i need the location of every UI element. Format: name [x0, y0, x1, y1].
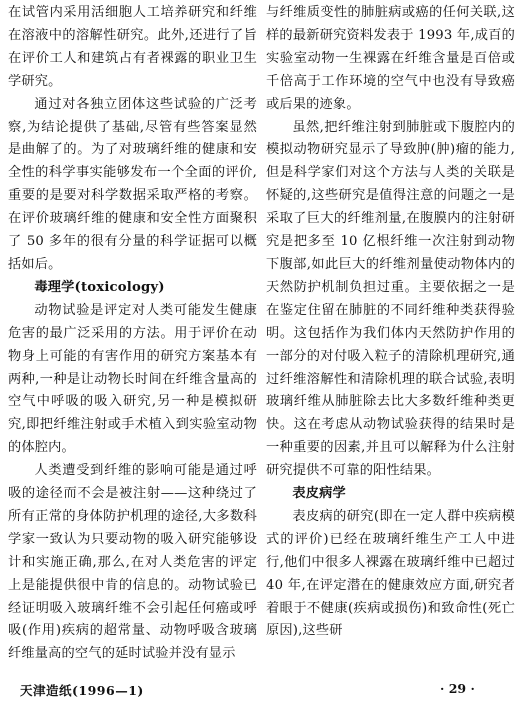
right-column — [266, 2, 515, 643]
page-number: · 29 · — [440, 681, 475, 696]
right-paragraph-1: 与纤维质变性的肺脏病或癌的任何关联,这样的最新研究资料发表于 1993 年,成百的实验室动物一生裸露在纤维含量是百倍或千倍高于工作环境的空气中也没有导致癌或后果的迹象。 — [266, 5, 515, 112]
journal-footer: 天津造纸(1996—1) — [20, 683, 144, 698]
left-paragraph-1: 在试管内采用活细胞人工培养研究和纤维在溶液中的溶解性研究。此外,还进行了旨在评价工人和建筑占有者裸露的职业卫生学研究。 — [8, 5, 257, 89]
left-paragraph-2: 通过对各独立团体这些试验的广泛考察,为结论提供了基础,尽管有些答案显然是曲解了的。为了对玻璃纤维的健康和安全性的科学事实能够发布一个全面的评价,重要的是要对科学数据采取严格的考察。在评价玻璃纤维的健康和安全性方面聚积了 50 多年的很有分量的科学证据可以概括如后。 — [8, 96, 257, 272]
left-column — [8, 2, 257, 666]
section-heading-toxicology: 毒理学(toxicology) — [34, 279, 165, 295]
left-paragraph-4: 人类遭受到纤维的影响可能是通过呼吸的途径而不会是被注射——这种绕过了所有正常的身体防护机理的途径,大多数科学家一致认为只要动物的吸入研究能够设计和实施正确,那么,在对人类危害的评定上是能提供很中肯的信息的。动物试验已经证明吸入玻璃纤维不会引起任何癌或呼吸(作用)疾病的超常量、动物呼吸含玻璃纤维量高的空气的延时试验并没有显示 — [8, 463, 257, 662]
right-paragraph-3: 表皮病的研究(即在一定人群中疾病模式的评价)已经在玻璃纤维生产工人中进行,他们中很多人裸露在玻璃纤维中已超过 40 年,在评定潜在的健康效应方面,研究者着眼于不健康(疾病或损伤)和致命性(死亡原因),这些研 — [266, 508, 515, 639]
section-heading-epidemiology: 表皮病学 — [292, 486, 346, 502]
left-paragraph-3: 动物试验是评定对人类可能发生健康危害的最广泛采用的方法。用于评价在动物身上可能的有害作用的研究方案基本有两种,一种是让动物长时间在纤维含量高的空气中呼吸的吸入研究,另一种是模拟研究,即把纤维注射或手术植入到实验室动物的体腔内。 — [8, 302, 257, 456]
right-paragraph-2: 虽然,把纤维注射到肺脏或下腹腔内的模拟动物研究显示了导致肿(肿)瘤的能力,但是科学家们对这个方法与人类的关联是怀疑的,这些研究是值得注意的问题之一是采取了巨大的纤维剂量,在腹膜内的注射研究是把多至 10 亿根纤维一次注射到动物下腹部,如此巨大的纤维剂量使动物体内的天然防护机制负担过重。主要依据之一是在鉴定住留在肺脏的不同纤维种类获得验明。这包括作为我们体内天然防护作用的一部分的对付吸入粒子的清除机理研究,通过纤维溶解性和清除机理的联合试验,表明玻璃纤维从肺脏除去比大多数纤维种类更快。这在考虑从动物试验获得的结果时是一种重要的因素,并且可以解释为什么注射研究提供不可靠的阳性结果。 — [266, 119, 515, 479]
